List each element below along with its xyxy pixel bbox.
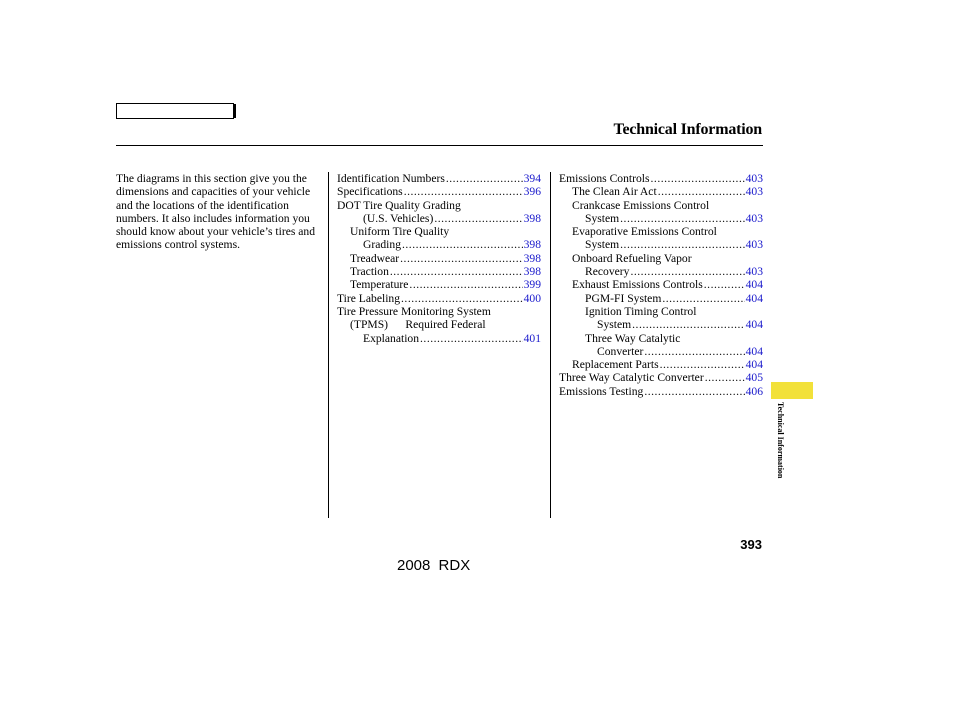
section-tab[interactable]	[771, 382, 813, 399]
toc-entry-three-way-catalytic-converter[interactable]: Three Way Catalytic Converter ..... 405	[559, 371, 763, 384]
toc-entry-evaporative-system[interactable]: System ..... 403	[559, 238, 763, 251]
intro-paragraph: The diagrams in this section give you the dimensions and capacities of your vehicle and the locations of the identification numbers. It also includes information you should know about your vehicle’s tires and emissions control systems.	[116, 172, 315, 252]
toc-entry-recovery[interactable]: Recovery ..... 403	[559, 265, 763, 278]
toc-entry-evaporative-emissions-control: Evaporative Emissions Control	[572, 225, 717, 239]
toc-entry-converter[interactable]: Converter ..... 404	[559, 345, 763, 358]
column-divider-right	[550, 172, 551, 518]
toc-entry-treadwear[interactable]: Treadwear ..... 398	[337, 252, 541, 265]
toc-entry-grading[interactable]: Grading ..... 398	[337, 238, 541, 251]
toc-entry-ignition-timing-control: Ignition Timing Control	[585, 304, 697, 318]
toc-entry-identification-numbers[interactable]: Identification Numbers ..... 394	[337, 172, 541, 185]
toc-entry-tpms-required-federal: (TPMS) Required Federal	[350, 318, 486, 332]
toc-entry-pgm-fi-system[interactable]: PGM-FI System ..... 404	[559, 292, 763, 305]
page-title: Technical Information	[613, 121, 762, 138]
toc-page-link[interactable]: 398	[523, 211, 541, 225]
toc-entry-emissions-testing[interactable]: Emissions Testing ..... 406	[559, 385, 763, 398]
toc-entry-dot-tire-quality-grading: DOT Tire Quality Grading	[337, 198, 461, 212]
toc-entry-crankcase-system[interactable]: System ..... 403	[559, 212, 763, 225]
toc-entry-explanation[interactable]: Explanation ..... 401	[337, 332, 541, 345]
toc-entry-tpms: Tire Pressure Monitoring System	[337, 304, 491, 318]
navigation-box	[116, 103, 234, 119]
toc-page-link[interactable]: 404	[745, 344, 763, 358]
toc-page-link[interactable]: 403	[745, 211, 763, 225]
page-number: 393	[740, 537, 762, 552]
toc-page-link[interactable]: 399	[523, 278, 541, 292]
toc-entry-us-vehicles[interactable]: (U.S. Vehicles) ..... 398	[337, 212, 541, 225]
toc-page-link[interactable]: 404	[745, 358, 763, 372]
toc-page-link[interactable]: 404	[745, 278, 763, 292]
column-divider-left	[328, 172, 329, 518]
toc-page-link[interactable]: 394	[523, 172, 541, 185]
toc-entry-clean-air-act[interactable]: The Clean Air Act ..... 403	[559, 185, 763, 198]
side-section-label: Technical Information	[776, 402, 785, 479]
toc-page-link[interactable]: 398	[523, 265, 541, 279]
toc-page-link[interactable]: 406	[745, 384, 763, 398]
toc-page-link[interactable]: 403	[745, 185, 763, 199]
toc-page-link[interactable]: 398	[523, 238, 541, 252]
toc-entry-onboard-refueling-vapor: Onboard Refueling Vapor	[572, 251, 692, 265]
toc-page-link[interactable]: 400	[523, 291, 541, 305]
toc-page-link[interactable]: 404	[745, 291, 763, 305]
toc-page-link[interactable]: 403	[745, 265, 763, 279]
toc-page-link[interactable]: 403	[745, 238, 763, 252]
toc-entry-traction[interactable]: Traction ..... 398	[337, 265, 541, 278]
toc-entry-temperature[interactable]: Temperature ..... 399	[337, 278, 541, 291]
toc-column-right	[559, 172, 763, 398]
toc-page-link[interactable]: 396	[523, 185, 541, 199]
toc-page-link[interactable]: 401	[523, 331, 541, 345]
toc-entry-ignition-system[interactable]: System ..... 404	[559, 318, 763, 331]
toc-page-link[interactable]: 404	[745, 318, 763, 332]
toc-page-link[interactable]: 405	[745, 371, 763, 385]
toc-page-link[interactable]: 398	[523, 251, 541, 265]
toc-entry-three-way-catalytic: Three Way Catalytic	[585, 331, 681, 345]
toc-column-left	[337, 172, 541, 345]
header-rule	[116, 145, 763, 146]
toc-entry-tire-labeling[interactable]: Tire Labeling ..... 400	[337, 292, 541, 305]
footer-model: 2008 RDX	[397, 557, 471, 574]
toc-entry-crankcase-emissions-control: Crankcase Emissions Control	[572, 198, 710, 212]
toc-entry-specifications[interactable]: Specifications ..... 396	[337, 185, 541, 198]
toc-entry-emissions-controls[interactable]: Emissions Controls ..... 403	[559, 172, 763, 185]
toc-entry-uniform-tire-quality: Uniform Tire Quality	[350, 225, 450, 239]
toc-entry-exhaust-emissions-controls[interactable]: Exhaust Emissions Controls ..... 404	[559, 278, 763, 291]
toc-page-link[interactable]: 403	[745, 172, 763, 185]
toc-entry-replacement-parts[interactable]: Replacement Parts ..... 404	[559, 358, 763, 371]
